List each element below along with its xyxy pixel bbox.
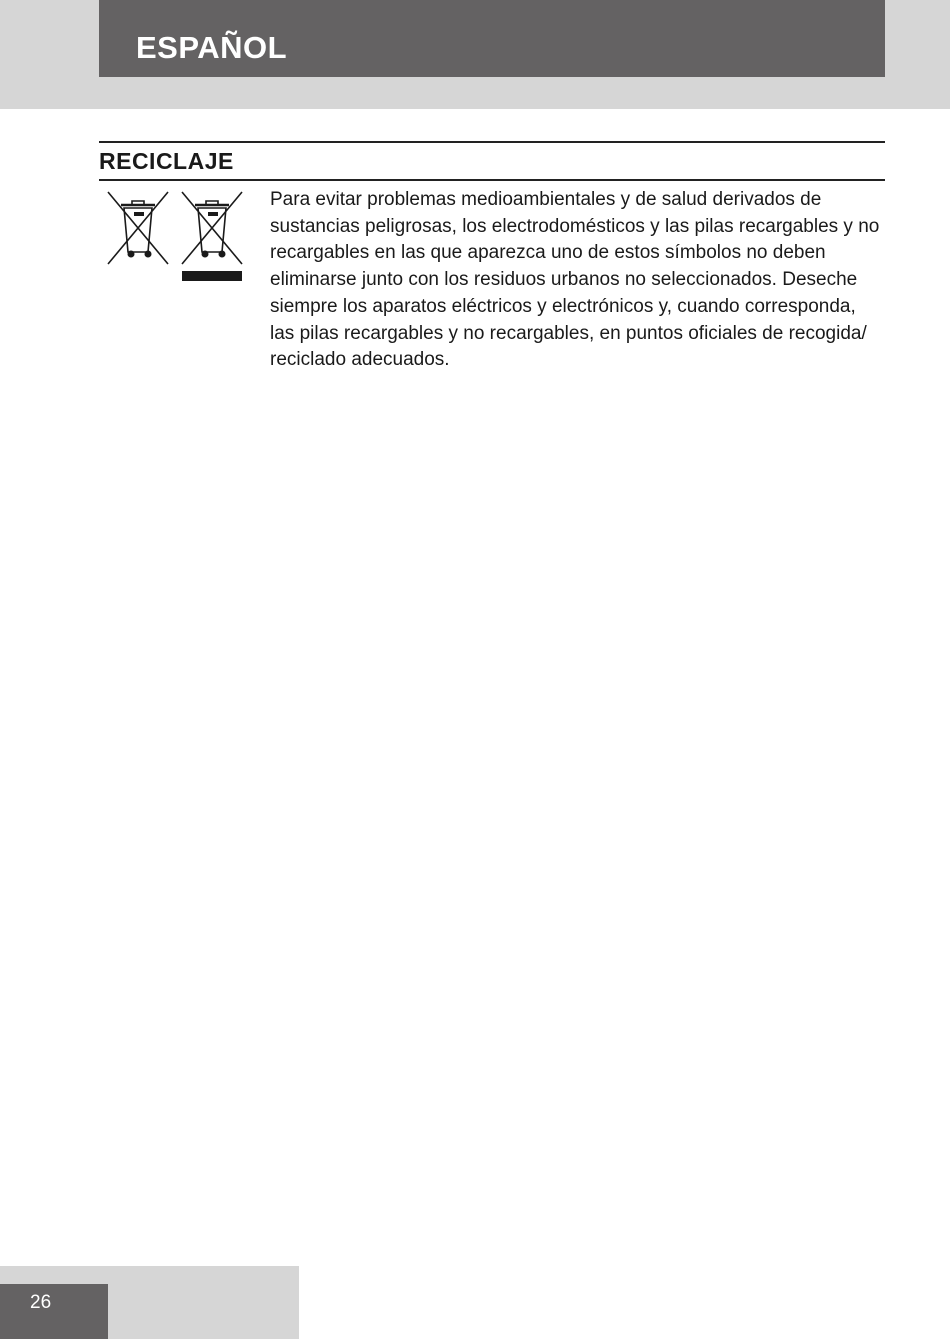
- heading-rule-top: [99, 141, 885, 143]
- weee-symbols: [104, 190, 249, 285]
- language-header-bar: [99, 0, 885, 77]
- page-number-tab: [0, 1284, 108, 1339]
- weee-symbols-svg: [104, 190, 249, 285]
- crossed-out-bin-with-bar-icon: [182, 192, 242, 281]
- page-number: 26: [30, 1292, 52, 1313]
- recycling-body-text: Para evitar problemas medioambientales y de salud derivados de sustancias peligrosas, los electrodomésticos y las pilas recargables y no recargables en las que aparezca uno de estos símbolos no deben eliminarse junto con los residuos urbanos no seleccionados. Deseche siempre los aparatos eléctricos y electrónicos y, cuando corresponda, las pilas recargables y no recargables, en puntos oficiales de recogida/ reciclado adecuados.: [270, 189, 880, 371]
- crossed-out-bin-icon: [108, 192, 168, 264]
- language-title: ESPAÑOL: [136, 30, 288, 65]
- heading-rule-bottom: [99, 179, 885, 181]
- section-title: RECICLAJE: [99, 148, 234, 174]
